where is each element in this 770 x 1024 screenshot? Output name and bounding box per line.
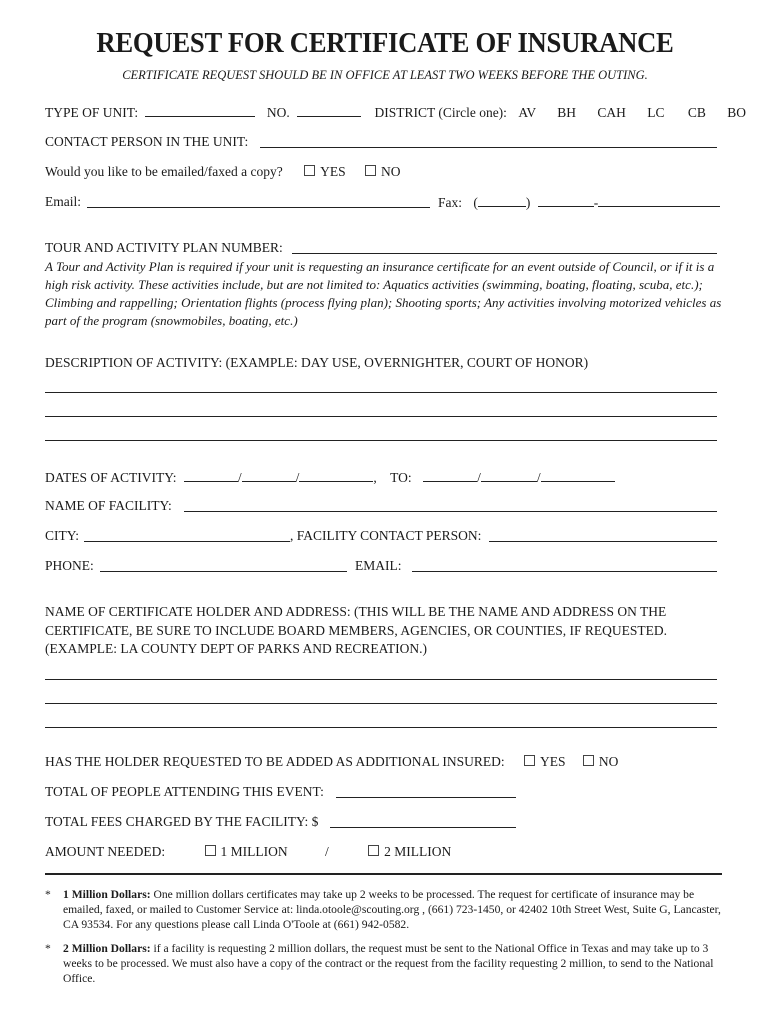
total-people-field[interactable]: [336, 797, 516, 798]
fax-number-field[interactable]: [598, 194, 720, 207]
copy-question-label: Would you like to be emailed/faxed a copy?: [45, 164, 283, 179]
additional-insured-yes-label: YES: [540, 754, 566, 769]
fax-row: [438, 194, 720, 211]
note-heading: 2 Million Dollars:: [63, 942, 151, 955]
end-day-field[interactable]: [481, 469, 537, 482]
note-1-million: [45, 887, 730, 932]
checkbox-icon: [365, 165, 376, 176]
unit-no-label: NO.: [266, 105, 290, 120]
holder-label: NAME OF CERTIFICATE HOLDER AND ADDRESS: (THIS WILL BE THE NAME AND ADDRESS ON THE CERTIFICATE, BE SURE TO INCLUDE BOARD MEMBERS, AGENCIES, OR COUNTIES, IF REQUESTED. (EXAMPLE: LA COUNTY DEPT OF PARKS AND RECREATION.): [45, 604, 667, 656]
date-slash: /: [237, 470, 242, 485]
fax-label: Fax:: [438, 195, 463, 210]
tour-plan-label: TOUR AND ACTIVITY PLAN NUMBER:: [45, 240, 283, 255]
checkbox-icon: [583, 755, 594, 766]
district-label: DISTRICT (Circle one):: [374, 105, 507, 120]
date-slash: /: [295, 470, 300, 485]
contact-label: CONTACT PERSON IN THE UNIT:: [45, 134, 249, 149]
note-2-million: [45, 941, 730, 986]
city-field[interactable]: [84, 541, 290, 542]
type-of-unit-label: TYPE OF UNIT:: [45, 105, 139, 120]
facility-field[interactable]: [184, 511, 717, 512]
fax-open-paren: (: [473, 195, 478, 210]
holder-line-1[interactable]: [45, 679, 717, 680]
fax-close-paren: ): [525, 195, 531, 210]
note-bullet: *: [45, 942, 51, 955]
description-label: DESCRIPTION OF ACTIVITY: (EXAMPLE: DAY USE, OVERNIGHTER, COURT OF HONOR): [45, 355, 589, 370]
amount-1-million-label: 1 MILLION: [220, 844, 288, 859]
tour-plan-note: A Tour and Activity Plan is required if your unit is requesting an insurance certificate for an event outside of Council, or if it is a high risk activity. These activities include, but are not limited to: Aquatics activities (swimming, boating, floating, scuba, etc.); Climbing and rappelling; Orientation flights (process flying plan); Shooting sports; Any activities involving motorized vehicles as part of the program (snowmobiles, boating, etc.): [45, 259, 722, 328]
dates-label: DATES OF ACTIVITY:: [45, 470, 177, 485]
additional-insured-no-option[interactable]: [583, 754, 619, 769]
amount-1-million-option[interactable]: [205, 844, 288, 859]
start-month-field[interactable]: [184, 469, 238, 482]
amount-2-million-option[interactable]: [368, 844, 451, 859]
total-fees-field[interactable]: [330, 827, 516, 828]
amount-label: AMOUNT NEEDED:: [45, 844, 166, 859]
copy-no-label: NO: [380, 164, 401, 179]
district-option-cah[interactable]: CAH: [597, 105, 626, 120]
district-option-av[interactable]: AV: [518, 105, 536, 120]
facility-contact-field[interactable]: [489, 541, 717, 542]
district-option-bo[interactable]: BO: [727, 105, 747, 120]
facility-label: NAME OF FACILITY:: [45, 498, 172, 513]
email2-label: EMAIL:: [355, 558, 402, 573]
copy-yes-label: YES: [320, 164, 346, 179]
amount-separator: /: [325, 844, 329, 859]
phone-field[interactable]: [100, 571, 347, 572]
phone-label: PHONE:: [45, 558, 94, 573]
start-day-field[interactable]: [242, 469, 296, 482]
district-option-bh[interactable]: BH: [557, 105, 576, 120]
total-people-label: TOTAL OF PEOPLE ATTENDING THIS EVENT:: [45, 784, 324, 799]
additional-insured-row: [45, 754, 618, 770]
start-year-field[interactable]: [299, 469, 373, 482]
holder-line-2[interactable]: [45, 703, 717, 704]
additional-insured-no-label: NO: [598, 754, 619, 769]
dates-row: [45, 469, 615, 486]
description-line-2[interactable]: [45, 416, 717, 417]
checkbox-icon: [205, 845, 216, 856]
email-field[interactable]: [87, 207, 430, 208]
additional-insured-yes-option[interactable]: [524, 754, 566, 769]
page-subtitle: CERTIFICATE REQUEST SHOULD BE IN OFFICE AT LEAST TWO WEEKS BEFORE THE OUTING.: [122, 68, 648, 82]
city-label: CITY:: [45, 528, 80, 543]
date-comma: ,: [373, 470, 377, 485]
additional-insured-label: HAS THE HOLDER REQUESTED TO BE ADDED AS ADDITIONAL INSURED:: [45, 754, 505, 769]
page-title: REQUEST FOR CERTIFICATE OF INSURANCE: [96, 27, 674, 59]
district-option-cb[interactable]: CB: [687, 105, 706, 120]
copy-no-option[interactable]: [365, 164, 401, 179]
unit-row: [45, 104, 746, 121]
district-option-lc[interactable]: LC: [647, 105, 665, 120]
fax-dash: -: [593, 195, 599, 210]
end-month-field[interactable]: [423, 469, 477, 482]
facility-contact-label: , FACILITY CONTACT PERSON:: [290, 528, 482, 543]
amount-row: [45, 844, 451, 860]
fax-area-code-field[interactable]: [478, 194, 526, 207]
end-year-field[interactable]: [541, 469, 615, 482]
note-heading: 1 Million Dollars:: [63, 888, 151, 901]
holder-line-3[interactable]: [45, 727, 717, 728]
tour-plan-field[interactable]: [292, 253, 717, 254]
checkbox-icon: [304, 165, 315, 176]
email2-field[interactable]: [412, 571, 717, 572]
total-fees-label: TOTAL FEES CHARGED BY THE FACILITY: $: [45, 814, 319, 829]
copy-yes-option[interactable]: [304, 164, 346, 179]
fax-prefix-field[interactable]: [538, 194, 594, 207]
note-text: One million dollars certificates may take up 2 weeks to be processed. The request for certificate of insurance may be emailed, faxed, or mailed to Customer Service at: linda.otoole@scouting.org , (661) 723-1450, or 42402 10th Street West, Suite G, Lancaster, CA 93534. For any questions please call Linda O'Toole at (661) 942-0582.: [63, 888, 721, 931]
contact-field[interactable]: [260, 147, 717, 148]
type-of-unit-field[interactable]: [145, 104, 255, 117]
copy-question-row: [45, 164, 400, 180]
email-label: Email:: [45, 194, 81, 209]
amount-2-million-label: 2 MILLION: [384, 844, 452, 859]
checkbox-icon: [368, 845, 379, 856]
unit-no-field[interactable]: [297, 104, 361, 117]
note-text: if a facility is requesting 2 million dollars, the request must be sent to the National Office in Texas and may take up to 3 weeks to be processed. We must also have a copy of the contract or the request from the facility requesting 2 million, to send to the National Office.: [63, 942, 714, 985]
date-slash: /: [477, 470, 481, 485]
checkbox-icon: [524, 755, 535, 766]
divider: [45, 873, 722, 875]
description-line-3[interactable]: [45, 440, 717, 441]
dates-to-label: TO:: [390, 470, 412, 485]
description-line-1[interactable]: [45, 392, 717, 393]
note-bullet: *: [45, 888, 51, 901]
date-slash: /: [536, 470, 541, 485]
